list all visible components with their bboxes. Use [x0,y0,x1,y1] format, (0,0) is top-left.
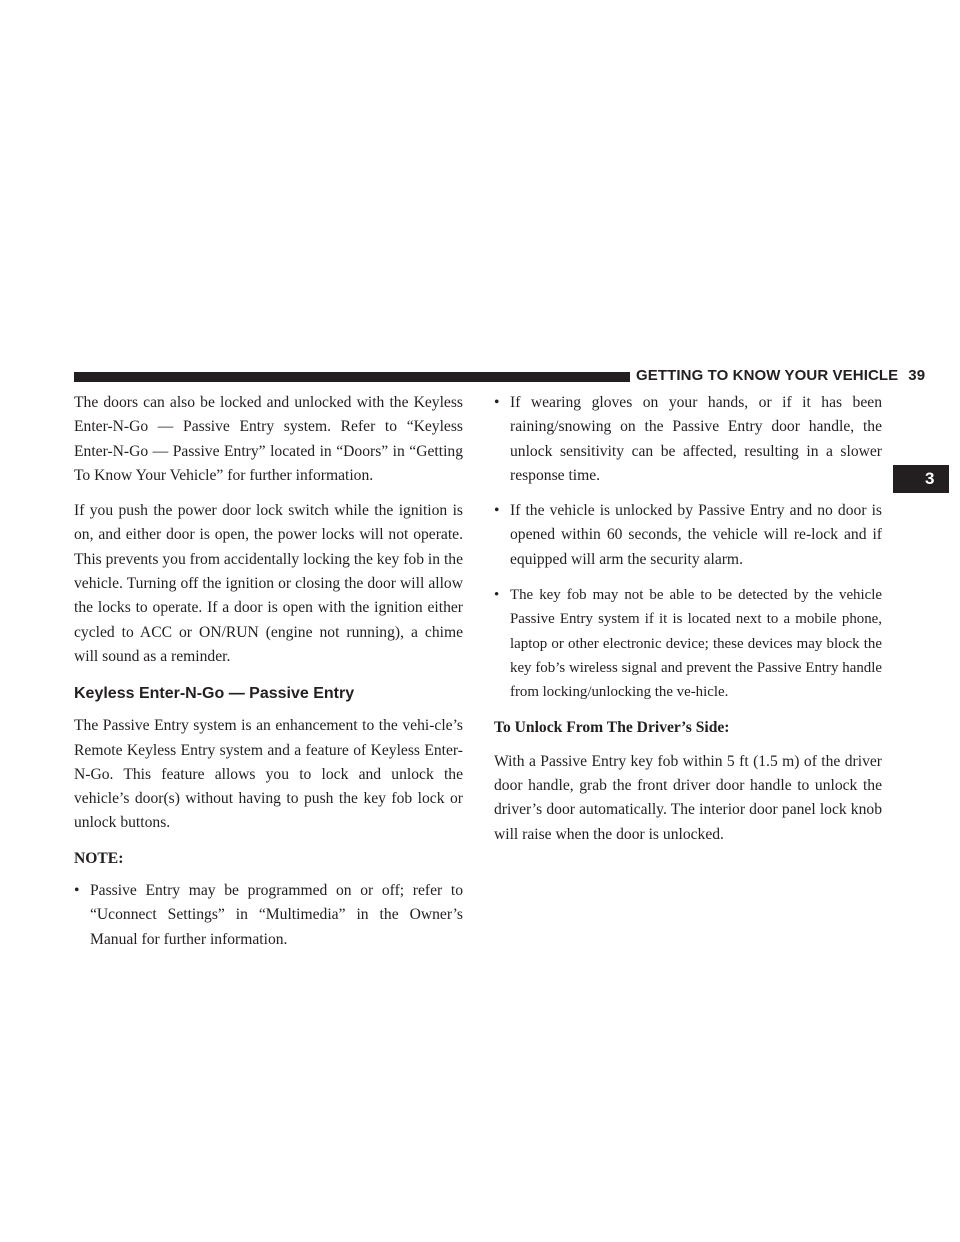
chapter-tab: 3 [893,465,949,493]
header-rule [74,372,630,382]
bullet-glyph: • [494,587,500,604]
section-heading: Keyless Enter-N-Go — Passive Entry [74,685,355,703]
list-item-text: Passive Entry may be programmed on or off; refer to “Uconnect Settings” in “Multimedia” in the Owner’s Manual for further information. [90,882,463,948]
list-item [494,583,882,704]
passive-entry-paragraph: The Passive Entry system is an enhancement to the vehi-cle’s Remote Keyless Entry system and a feature of Keyless Enter-N-Go. This feature allows you to lock and unlock the vehicle’s door(s) without having to push the key fob lock or unlock buttons. [74,717,463,832]
left-column [74,391,463,963]
running-header [636,365,925,385]
bullet-glyph: • [494,502,500,520]
list-item [74,879,463,952]
right-column [494,391,882,858]
list-item [494,499,882,572]
page-number: 39 [908,366,926,384]
bullet-glyph: • [494,394,500,411]
list-item-text: If wearing gloves on your hands, or if it has been raining/snowing on the Passive Entry door handle, the unlock sensitivity can be affected, resulting in a slower response time. [510,394,882,484]
note-label: NOTE: [74,849,124,867]
section-title: GETTING TO KNOW YOUR VEHICLE [636,366,899,384]
intro-paragraph: The doors can also be locked and unlocked with the Keyless Enter-N-Go — Passive Entry system. Refer to “Keyless Enter-N-Go — Passive Entry” located in “Doors” in “Getting To Know Your Vehicle” for further information. [74,394,463,484]
note-list-continued [494,391,882,705]
unlock-paragraph: With a Passive Entry key fob within 5 ft (1.5 m) of the driver door handle, grab the front driver door handle to unlock the driver’s door automatically. The interior door panel lock knob will raise when the door is unlocked. [494,752,882,843]
list-item [494,391,882,488]
list-item-text: The key fob may not be able to be detected by the vehicle Passive Entry system if it is located next to a mobile phone, laptop or other electronic device; these devices may block the key fob’s wireless signal and prevent the Passive Entry handle from locking/unlocking the ve-hicle. [510,587,882,701]
note-list [74,879,463,952]
subheading: To Unlock From The Driver’s Side: [494,718,730,736]
bullet-glyph: • [74,882,80,900]
list-item-text: If the vehicle is unlocked by Passive Entry and no door is opened within 60 seconds, the vehicle will re-lock and if equipped will arm the security alarm. [510,502,882,568]
power-lock-paragraph: If you push the power door lock switch while the ignition is on, and either door is open, the power locks will not operate. This prevents you from accidentally locking the key fob in the vehicle. Turning off the ignition or closing the door will allow the locks to operate. If a door is open with the ignition either cycled to ACC or ON/RUN (engine not running), a chime will sound as a reminder. [74,502,463,665]
